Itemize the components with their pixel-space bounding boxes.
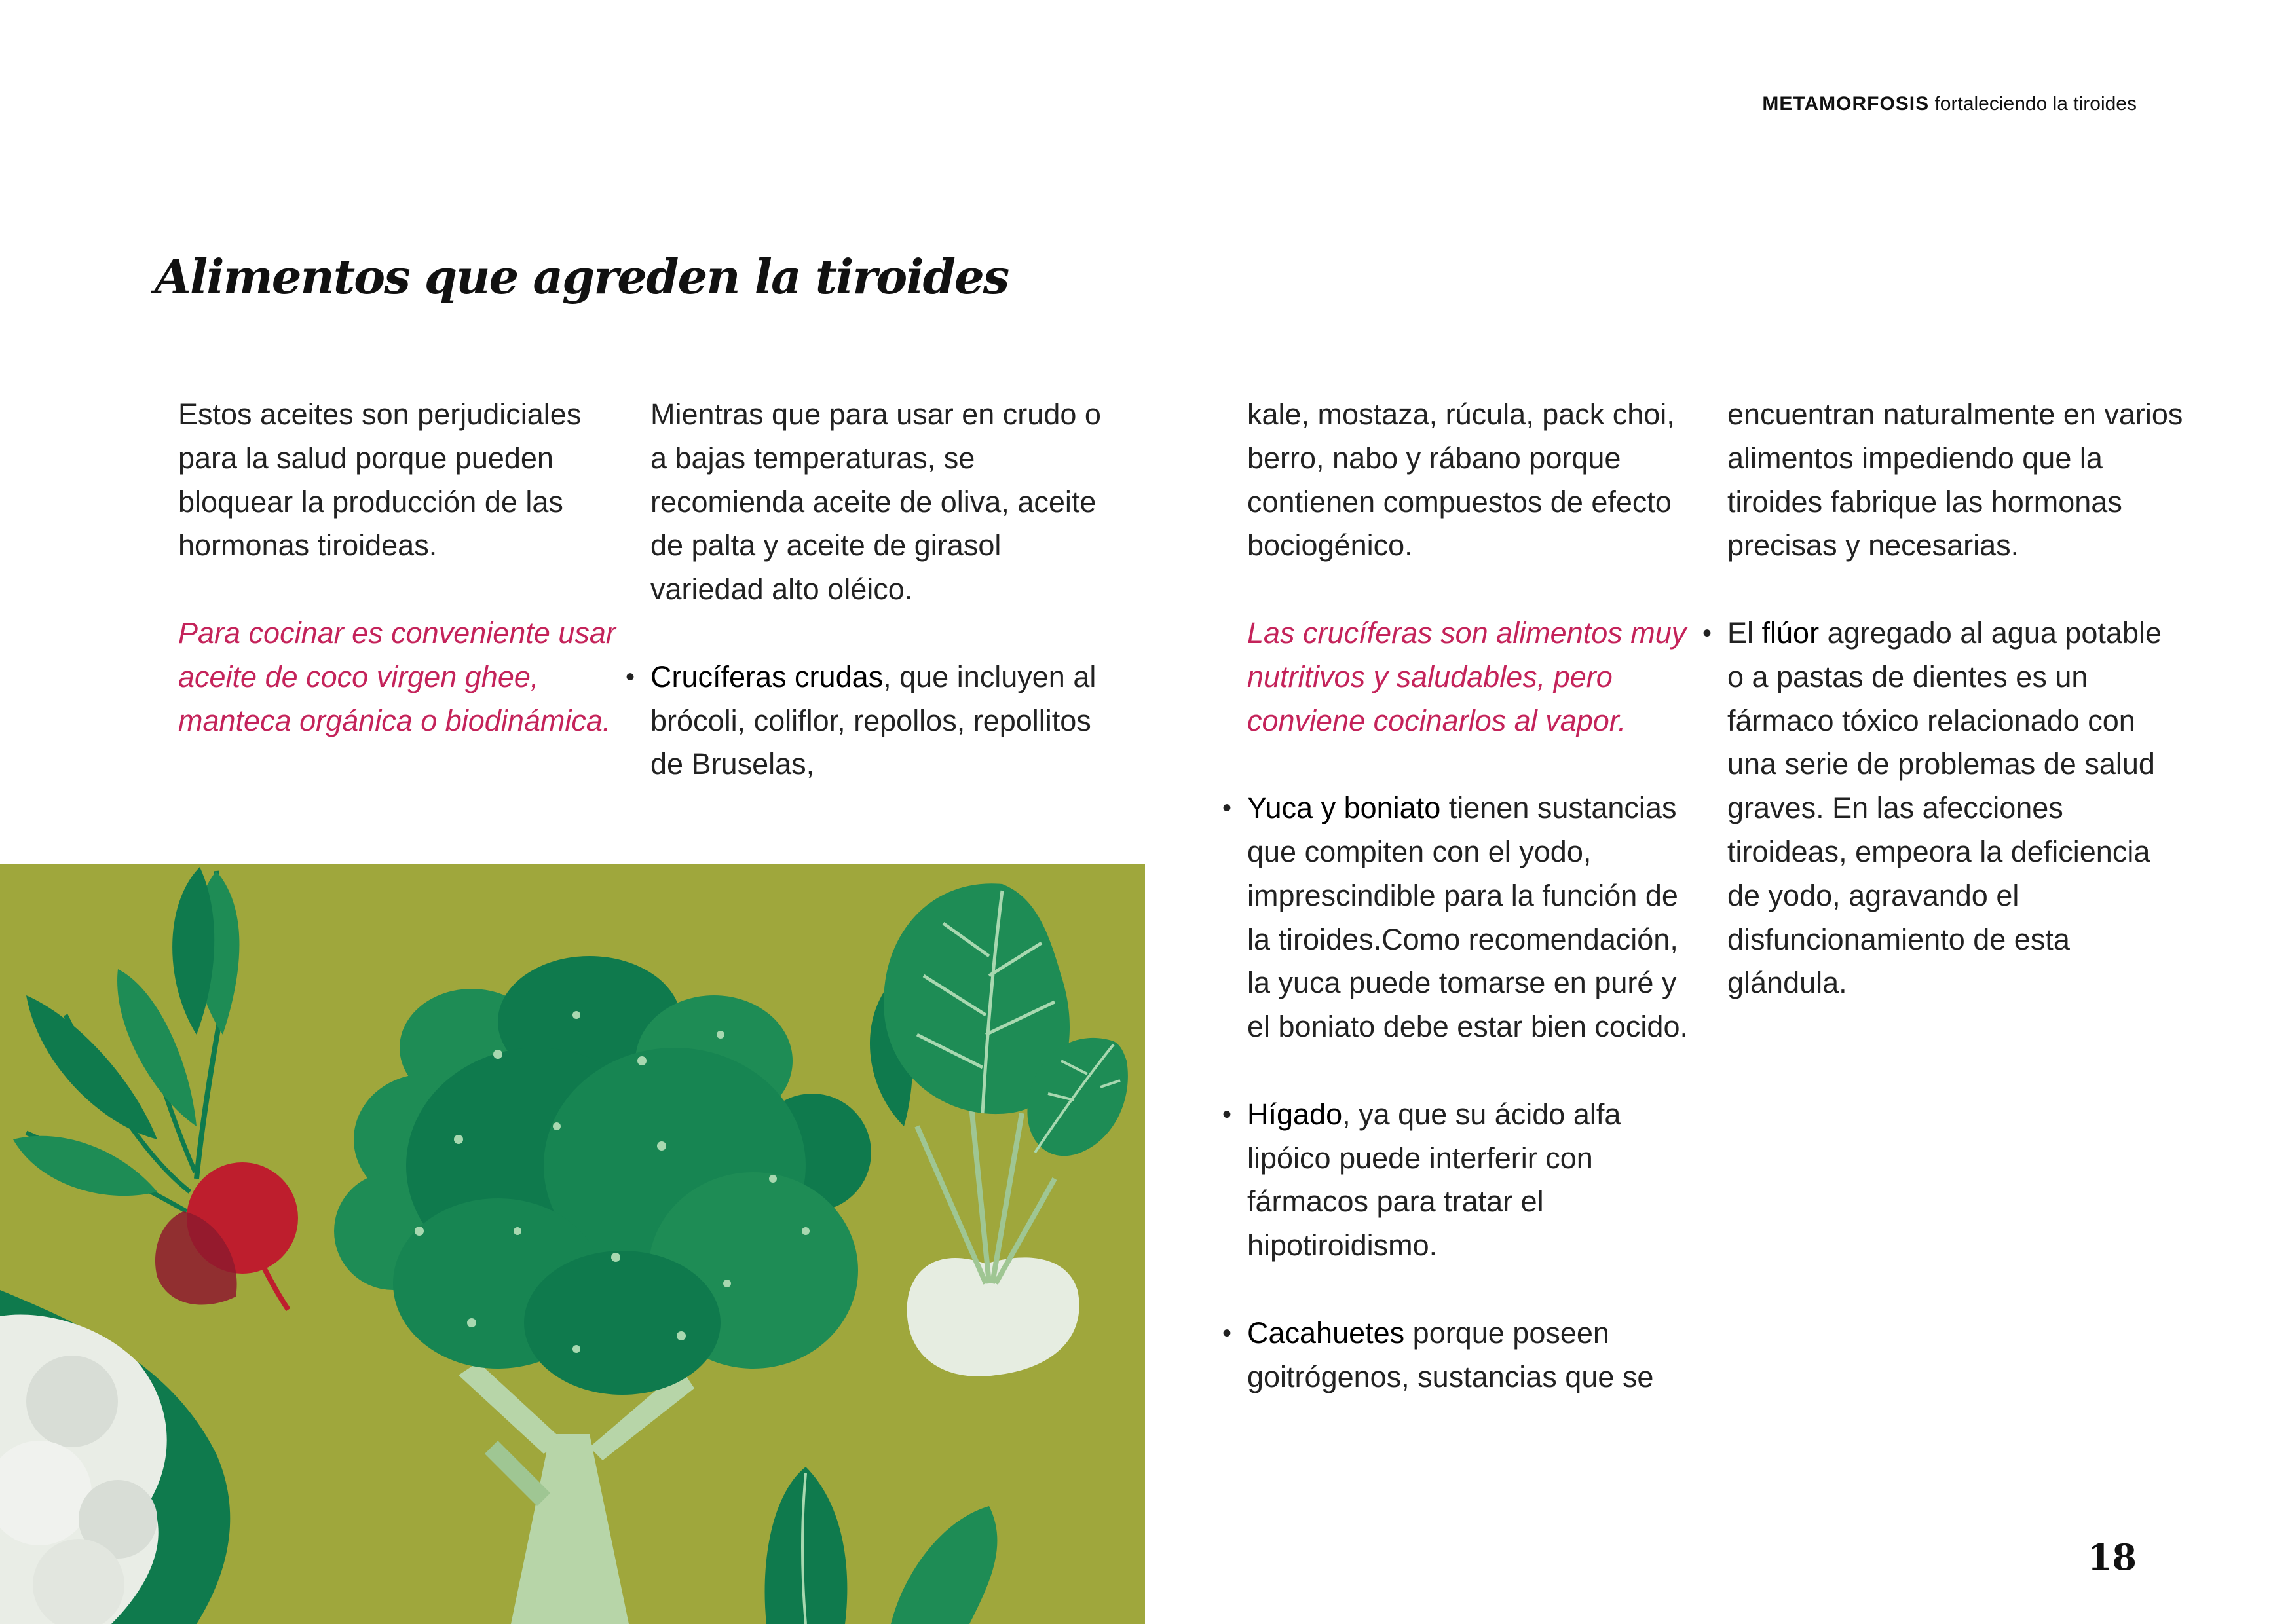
item-text: agregado al agua potable o a pastas de dientes es un fármaco tóxico relacionado con una serie de problemas de salud graves. En las afecciones tiroideas, empeora la deficiencia de yodo, agravando el disfuncionamiento de esta glándula. [1727,616,2162,1000]
arugula-icon [765,1467,998,1624]
raw-oils-paragraph: Mientras que para usar en crudo o a bajas temperaturas, se recomienda aceite de oliva, aceite de palta y aceite de girasol variedad alto oléico. [650,397,1101,606]
item-keyword: Yuca y boniato [1247,791,1441,825]
item-keyword: Hígado [1247,1097,1343,1131]
page-title: Alimentos que agreden la tiroides [155,249,1009,304]
goitrogens-continued: encuentran naturalmente en varios alimentos impediendo que la tiroides fabrique las hormonas precisas y necesarias. [1727,397,2183,563]
item-text: , que incluyen al brócoli, coliflor, repollos, repollitos de Bruselas, [650,659,1097,781]
list-item-cacahuetes [1222,1312,1693,1399]
cruciferas-continued: kale, mostaza, rúcula, pack choi, berro, nabo y rábano porque contienen compuestos de efecto bociogénico. [1247,397,1675,563]
kohlrabi-icon [870,883,1128,1376]
bullet-icon: • [1702,618,1712,648]
text-column-1 [178,393,630,743]
item-prefix: El [1727,616,1762,650]
radish-icon [13,867,298,1310]
bullet-icon: • [1222,1099,1232,1129]
brand-light: META [1762,93,1820,115]
item-text: , ya que su ácido alfa lipóico puede interferir con fármacos para tratar el hipotiroidismo. [1247,1097,1621,1263]
cauliflower-icon [0,1290,230,1624]
bullet-icon: • [1222,794,1232,823]
list-item-fluor [1702,612,2186,1005]
item-keyword: flúor [1761,616,1820,650]
cooking-oil-note: Para cocinar es conveniente usar aceite de coco virgen ghee, manteca orgánica o biodinámica. [178,616,616,737]
page-number: 18 [2087,1536,2137,1578]
list-item-yuca [1222,786,1693,1049]
brand-bold: MORFOSIS [1819,93,1930,115]
cruciferas-note: Las crucíferas son alimentos muy nutritivos y saludables, pero conviene cocinarlos al vapor. [1247,616,1687,737]
running-header [1762,93,2137,115]
text-column-4 [1702,393,2186,1005]
list-item-cruciferas [626,655,1109,786]
vegetables-illustration [0,864,1145,1624]
item-keyword: Cacahuetes [1247,1316,1405,1350]
text-column-3 [1222,393,1693,1399]
header-subtitle: fortaleciendo la tiroides [1929,93,2137,115]
item-keyword: Crucíferas crudas [650,659,884,693]
item-text: tienen sustancias que compiten con el yodo, imprescindible para la función de la tiroides.Como recomendación, la yuca puede tomarse en puré y el boniato debe estar bien cocido. [1247,791,1688,1044]
intro-paragraph: Estos aceites son perjudiciales para la salud porque pueden bloquear la producción de las hormonas tiroideas. [178,397,582,563]
item-text: porque poseen goitrógenos, sustancias que se [1247,1316,1654,1393]
bullet-icon: • [1222,1318,1232,1348]
text-column-2 [626,393,1109,786]
bullet-icon: • [626,662,635,692]
list-item-higado [1222,1093,1693,1268]
